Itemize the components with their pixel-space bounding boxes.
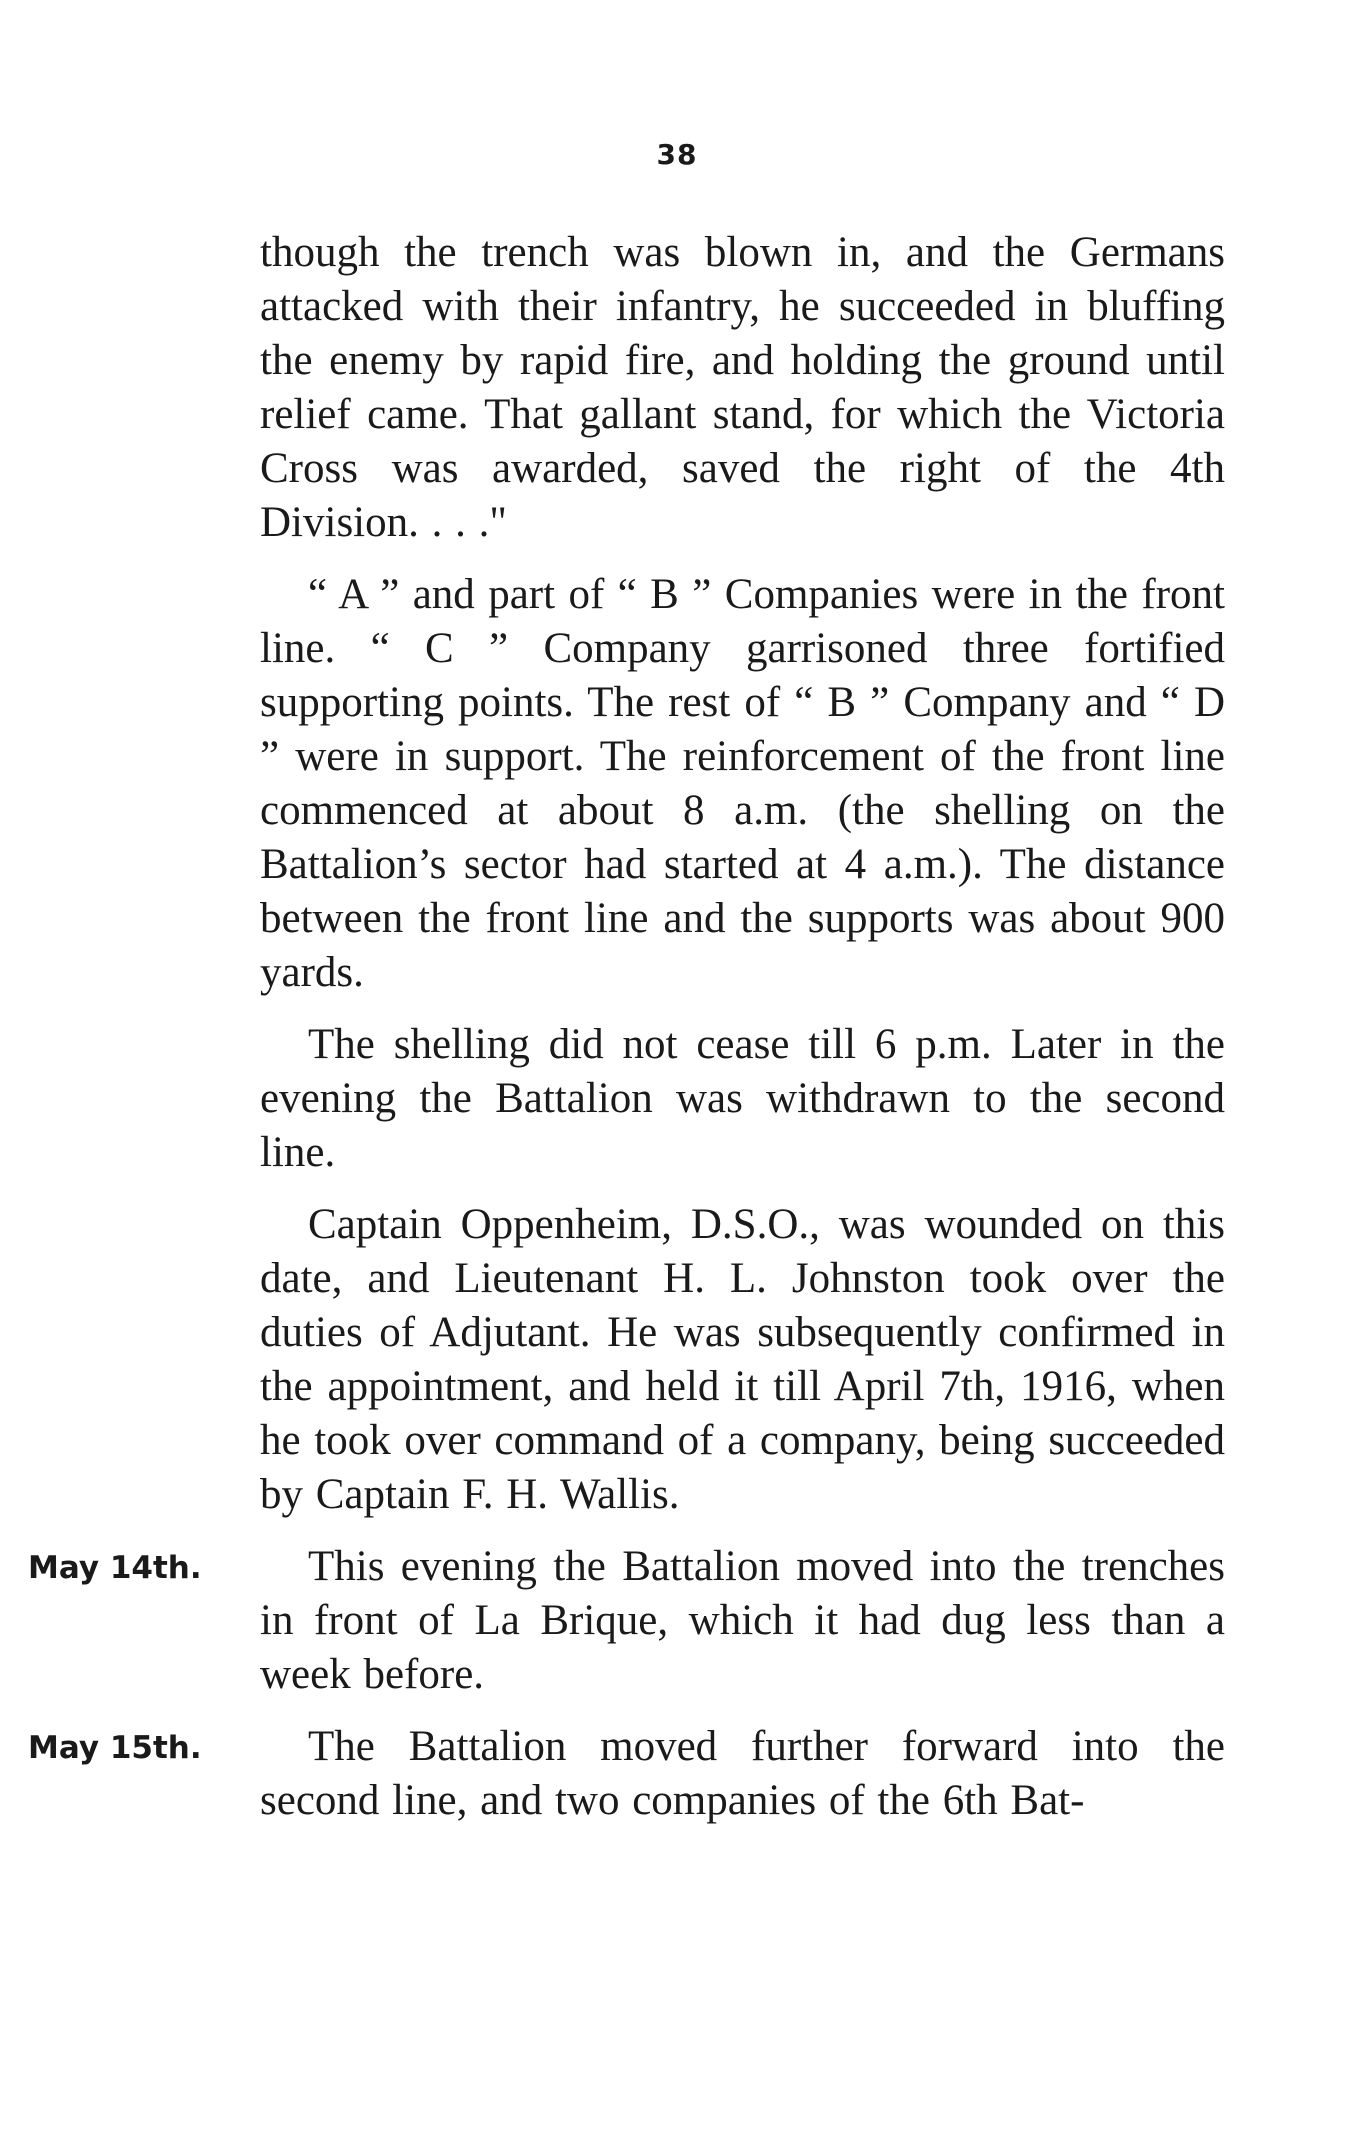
paragraph-adjutant: Captain Oppenheim, D.S.O., was wounded on this date, and Lieutenant H. L. Johnston took over the duties of Adjutant. He was subsequently confirmed in the appointment, and held it till April 7th, 1916, when he took over command of a company, being succeeded by Captain F. H. Wallis. [260,1201,1225,1518]
dated-entry-may-14 [28,1540,1225,1702]
body-text [28,226,1225,1846]
dated-entry-may-15 [28,1720,1225,1828]
paragraph-may-15: The Battalion moved further forward into the second line, and two companies of the 6th Bat- [260,1723,1225,1824]
margin-date-may-14: May 14th. [28,1550,202,1586]
paragraph-companies: “ A ” and part of “ B ” Companies were in the front line. “ C ” Company garrisoned three fortified supporting points. The rest of “ B ” Company and “ D ” were in support. The reinforcement of the front line commenced at about 8 a.m. (the shelling on the Battalion’s sector had started at 4 a.m.). The distance between the front line and the supports was about 900 yards. [260,571,1225,996]
paragraph-continued-quote: though the trench was blown in, and the Germans attacked with their infantry, he succeeded in bluffing the enemy by rapid fire, and holding the ground until relief came. That gallant stand, for which the Victoria Cross was awarded, saved the right of the 4th Division. . . ." [260,229,1225,546]
page-number: 38 [656,138,698,171]
margin-date-may-15: May 15th. [28,1730,202,1766]
paragraph-shelling: The shelling did not cease till 6 p.m. Later in the evening the Battalion was withdrawn to the second line. [260,1021,1225,1176]
paragraph-may-14: This evening the Battalion moved into the trenches in front of La Brique, which it had dug less than a week before. [260,1543,1225,1698]
